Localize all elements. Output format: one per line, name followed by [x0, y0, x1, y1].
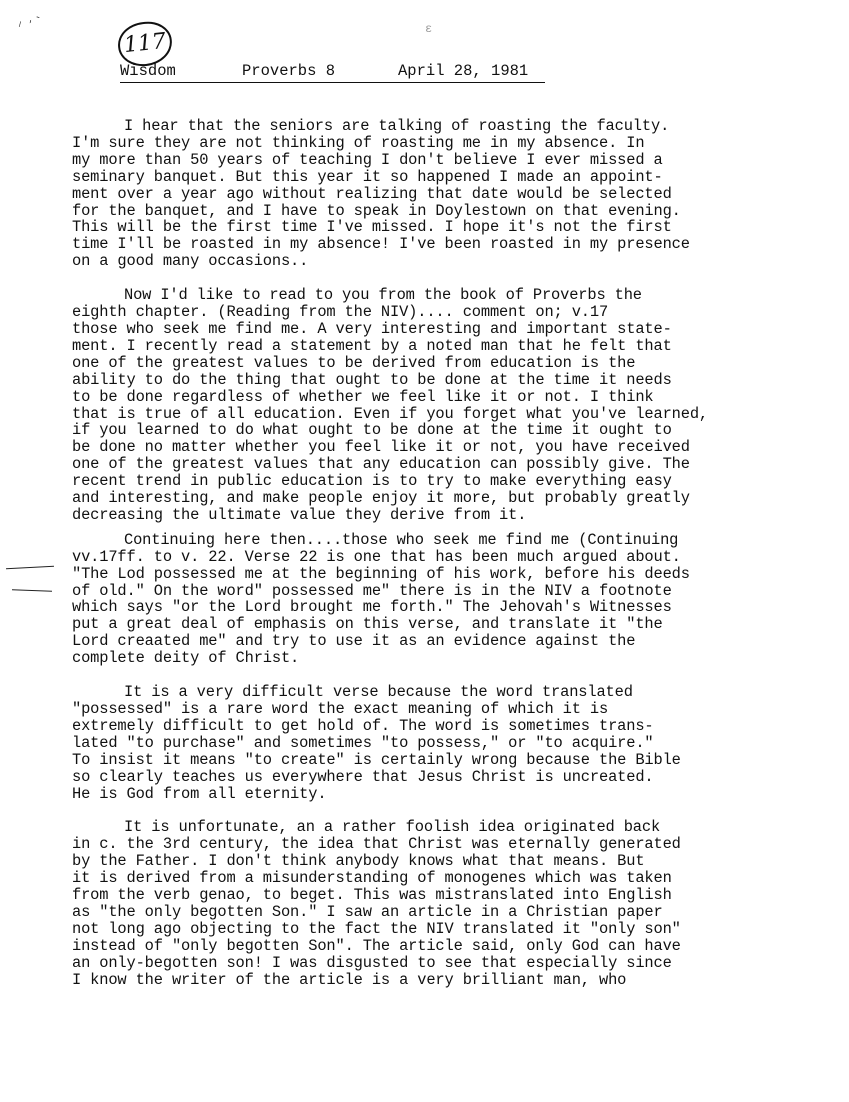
paragraph-roasting: I hear that the seniors are talking of roasting the faculty. I'm sure they are not thinking of roasting me in my absence. In my more than 50 years of teaching I don't believe I ever missed a seminary banquet. But this year it so happened I made an appoint- ment over a year ago without realizing that date would be selected for the banquet, and I have to speak in Doylestown on that evening. This will be the first time I've missed. I hope it's not the first time I'll be roasted in my absence! I've been roasted in my presence on a good many occasions..	[72, 117, 690, 271]
header-date: April 28, 1981	[398, 62, 529, 80]
corner-pen-mark: ⸝ ˏ ˎ	[12, 4, 42, 30]
paragraph-possessed: It is a very difficult verse because the word translated "possessed" is a rare word the exact meaning of which it is extremely difficult to get hold of. The word is sometimes trans- lated "to purchase" and sometimes "to possess," or "to acquire." To insist it means "to create" is certainly wrong because the Bible so clearly teaches us everywhere that Jesus Christ is uncreated. He is God from all eternity.	[72, 683, 681, 803]
document-header	[120, 62, 545, 83]
header-topic: Wisdom	[120, 62, 176, 80]
lecture-transcript	[72, 118, 842, 989]
scan-speck: ε	[425, 22, 433, 36]
margin-dash	[6, 566, 54, 570]
paragraph-proverbs-reading: Now I'd like to read to you from the book of Proverbs the eighth chapter. (Reading from the NIV).... comment on; v.17 those who seek me find me. A very interesting and important state- ment. I recently read a statement by a noted man that he felt that one of the greatest values to be derived from education is the ability to do the thing that ought to be done at the time it needs to be done regardless of whether we feel like it or not. I think that is true of all education. Even if you forget what you've learned, if you learned to do what ought to be done at the time it ought to be done no matter whether you feel like it or not, you have received one of the greatest values that any education can possibly give. The recent trend in public education is to try to make everything easy and interesting, and make people enjoy it more, but probably greatly decreasing the ultimate value they derive from it.	[72, 286, 709, 524]
header-scripture: Proverbs 8	[242, 62, 336, 80]
paragraph-monogenes: It is unfortunate, an a rather foolish idea originated back in c. the 3rd century, the idea that Christ was eternally generated by the Father. I don't think anybody knows what that means. But it is derived from a misunderstanding of monogenes which was taken from the verb genao, to beget. This was mistranslated into English as "the only begotten Son." I saw an article in a Christian paper not long ago objecting to the fact the NIV translated it "only son" instead of "only begotten Son". The article said, only God can have an only-begotten son! I was disgusted to see that especially since I know the writer of the article is a very brilliant man, who	[72, 818, 681, 989]
margin-dash	[12, 589, 52, 591]
margin-annotation-marks	[2, 563, 62, 603]
paragraph-verse-22: Continuing here then....those who seek me find me (Continuing vv.17ff. to v. 22. Verse 22 is one that has been much argued about. "The Lod possessed me at the beginning of his work, before his deeds of old." On the word" possessed me" there is in the NIV a footnote which says "or the Lord brought me forth." The Jehovah's Witnesses put a great deal of emphasis on this verse, and translate it "the Lord creaated me" and try to use it as an evidence against the complete deity of Christ.	[72, 530, 690, 668]
page-number-circled: 117	[116, 19, 174, 68]
